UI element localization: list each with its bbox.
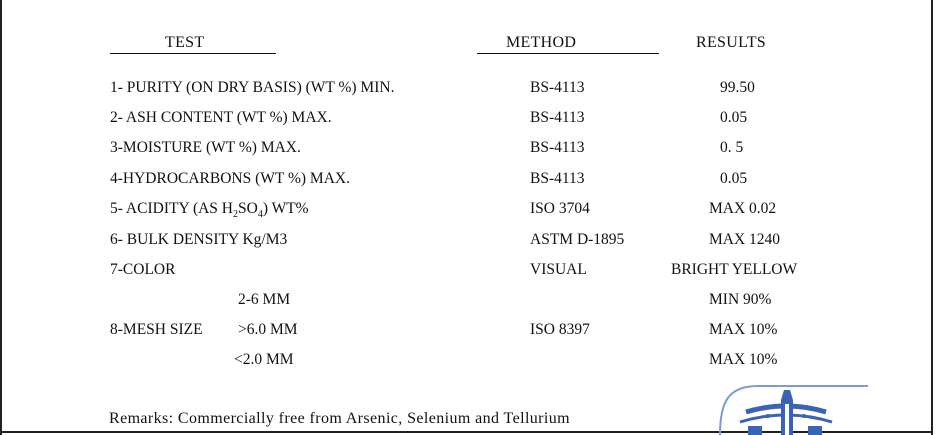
row-5-subscript-4: 4 xyxy=(257,209,263,221)
row-5-method: ISO 3704 xyxy=(530,200,590,217)
row-6-result: MAX 1240 xyxy=(709,231,781,248)
row-5-result: MAX 0.02 xyxy=(709,200,777,217)
mesh-label: 8-MESH SIZE xyxy=(110,321,203,338)
row-7-result: BRIGHT YELLOW xyxy=(671,261,798,278)
row-5-test-prefix: 5- ACIDITY (AS H xyxy=(110,200,233,217)
mesh-size-2: >6.0 MM xyxy=(238,321,298,338)
row-7-test: 7-COLOR xyxy=(110,261,176,278)
row-5-test-suffix: ) WT% xyxy=(262,200,309,217)
mesh-result-3: MAX 10% xyxy=(709,351,778,368)
header-test: TEST xyxy=(165,34,205,51)
mesh-method: ISO 8397 xyxy=(530,321,590,338)
row-5-test-mid: SO xyxy=(238,200,258,217)
row-3-result: 0. 5 xyxy=(720,139,744,156)
row-2-test: 2- ASH CONTENT (WT %) MAX. xyxy=(110,109,332,126)
mesh-result-2: MAX 10% xyxy=(709,321,778,338)
mesh-size-3: <2.0 MM xyxy=(234,351,294,368)
row-4-result: 0.05 xyxy=(720,170,748,187)
row-3-test: 3-MOISTURE (WT %) MAX. xyxy=(110,139,301,156)
remarks-text: Remarks: Commercially free from Arsenic, Selenium and Tellurium xyxy=(109,410,571,427)
row-1-result: 99.50 xyxy=(720,79,755,96)
header-method-underline xyxy=(477,53,659,54)
page-border-right xyxy=(931,0,933,435)
row-3-method: BS-4113 xyxy=(530,139,585,156)
row-1-method: BS-4113 xyxy=(530,79,585,96)
row-5-test xyxy=(110,200,309,220)
row-2-method: BS-4113 xyxy=(530,109,585,126)
row-6-test: 6- BULK DENSITY Kg/M3 xyxy=(110,231,288,248)
mesh-result-1: MIN 90% xyxy=(709,291,772,308)
row-5-subscript-2: 2 xyxy=(233,209,238,221)
company-seal-logo-icon xyxy=(718,382,868,435)
row-2-result: 0.05 xyxy=(720,109,748,126)
row-1-test: 1- PURITY (ON DRY BASIS) (WT %) MIN. xyxy=(110,79,395,96)
mesh-size-1: 2-6 MM xyxy=(238,291,291,308)
row-4-method: BS-4113 xyxy=(530,170,585,187)
page-border-left xyxy=(0,0,2,435)
row-6-method: ASTM D-1895 xyxy=(530,231,625,248)
header-method: METHOD xyxy=(506,34,577,51)
header-results: RESULTS xyxy=(696,34,766,51)
header-test-underline xyxy=(110,53,276,54)
row-7-method: VISUAL xyxy=(530,261,587,278)
row-4-test: 4-HYDROCARBONS (WT %) MAX. xyxy=(110,170,350,187)
